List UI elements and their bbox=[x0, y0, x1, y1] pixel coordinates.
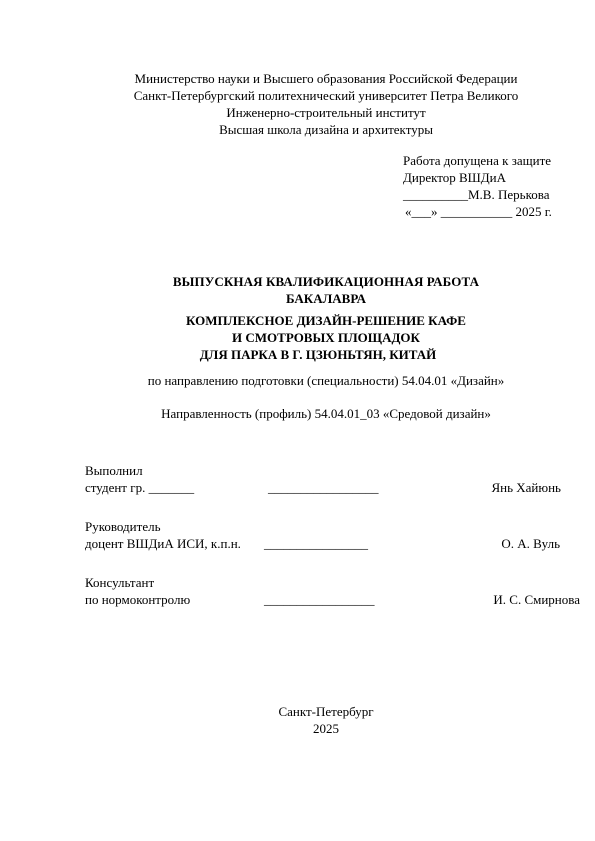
approval-line-3: __________М.В. Перькова bbox=[403, 187, 550, 202]
signature-name: Янь Хайюнь bbox=[491, 480, 561, 495]
signature-consultant bbox=[85, 574, 580, 608]
signature-supervisor bbox=[85, 518, 570, 552]
footer-city: Санкт-Петербург bbox=[278, 704, 374, 719]
ministry-header bbox=[0, 70, 595, 138]
thesis-title-block bbox=[0, 273, 595, 363]
ministry-line: Министерство науки и Высшего образования Российской Федерации bbox=[134, 71, 518, 86]
signature-line: _________________ bbox=[268, 480, 379, 495]
footer bbox=[0, 703, 595, 737]
thesis-type-line-1: ВЫПУСКНАЯ КВАЛИФИКАЦИОННАЯ РАБОТА bbox=[172, 274, 480, 289]
signature-author bbox=[85, 462, 570, 496]
signature-position: по нормоконтролю bbox=[85, 592, 191, 607]
footer-year: 2025 bbox=[313, 721, 339, 736]
institute-line: Инженерно-строительный институт bbox=[226, 105, 426, 120]
thesis-topic-line-1: КОМПЛЕКСНОЕ ДИЗАЙН-РЕШЕНИЕ КАФЕ bbox=[186, 313, 466, 328]
signature-row bbox=[85, 479, 570, 496]
signature-line: ________________ bbox=[264, 536, 368, 551]
study-profile: Направленность (профиль) 54.04.01_03 «Средовой дизайн» bbox=[161, 406, 491, 421]
signature-role: Руководитель bbox=[85, 519, 161, 534]
thesis-topic bbox=[0, 312, 595, 363]
approval-date-line: «___» ___________ 2025 г. bbox=[405, 204, 552, 219]
signature-position: доцент ВШДиА ИСИ, к.п.н. bbox=[85, 536, 241, 551]
thesis-type-line-2: БАКАЛАВРА bbox=[285, 291, 367, 306]
signature-row bbox=[85, 535, 570, 552]
thesis-topic-line-3: ДЛЯ ПАРКА В Г. ЦЗЮНЬТЯН, КИТАЙ bbox=[199, 347, 437, 362]
thesis-topic-line-2: И СМОТРОВЫХ ПЛОЩАДОК bbox=[232, 330, 420, 345]
signature-name: О. А. Вуль bbox=[501, 536, 560, 551]
study-direction: по направлению подготовки (специальности) 54.04.01 «Дизайн» bbox=[147, 373, 505, 388]
signature-role: Консультант bbox=[85, 575, 155, 590]
approval-line-2: Директор ВШДиА bbox=[403, 170, 506, 185]
signature-name: И. С. Смирнова bbox=[493, 592, 580, 607]
school-line: Высшая школа дизайна и архитектуры bbox=[219, 122, 433, 137]
approval-block bbox=[403, 152, 552, 220]
signature-line: _________________ bbox=[264, 592, 375, 607]
signature-position: студент гр. _______ bbox=[85, 480, 195, 495]
university-line: Санкт-Петербургский политехнический университет Петра Великого bbox=[133, 88, 519, 103]
signature-role: Выполнил bbox=[85, 463, 143, 478]
signature-row bbox=[85, 591, 580, 608]
approval-line-1: Работа допущена к защите bbox=[403, 153, 552, 168]
